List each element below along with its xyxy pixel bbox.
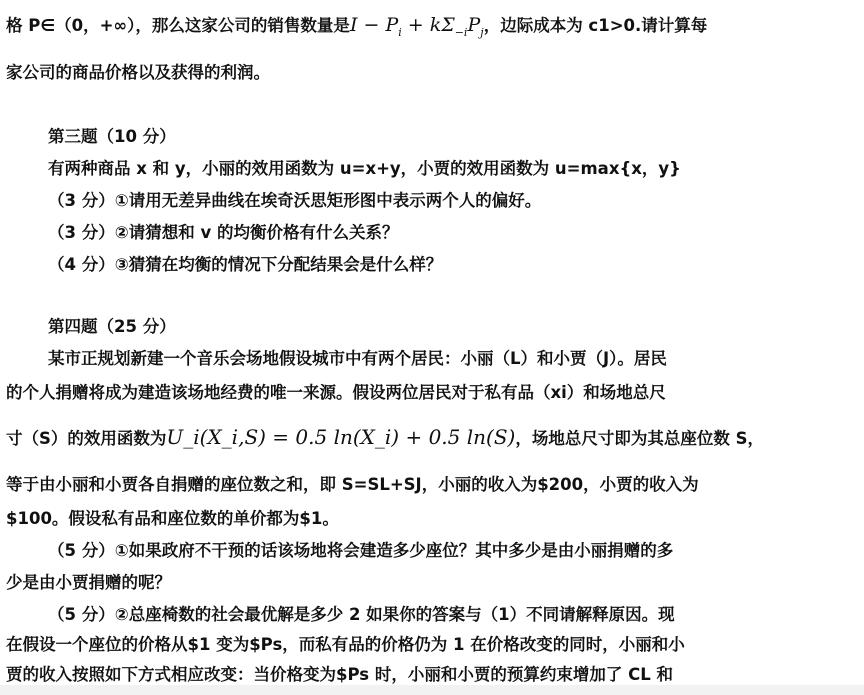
formula-sub: −i (454, 25, 468, 39)
text-line (6, 14, 707, 44)
text-line: 少是由小贾捐赠的呢？ (6, 573, 171, 592)
line-text: ，边际成本为 c1>0.请计算每 (483, 16, 708, 35)
formula-sub: i (398, 25, 402, 39)
question-4-title: 第四题（25 分） (48, 317, 176, 336)
utility-formula: U_i(X_i,S) = 0.5 ln(X_i) + 0.5 ln(S) (166, 425, 516, 449)
text-line (6, 426, 764, 450)
text-line: 在假设一个座位的价格从$1 变为$Ps，而私有品的价格仍为 1 在价格改变的同时，小丽和小 (6, 635, 685, 654)
formula-part: P (467, 14, 481, 36)
text-line: （5 分）①如果政府不干预的话该场地将会建造多少座位？其中多少是由小丽捐赠的多 (48, 541, 674, 560)
text-line: （5 分）②总座椅数的社会最优解是多少 2 如果你的答案与（1）不同请解释原因。现 (48, 605, 675, 624)
text-line: （3 分）②请猜想和 v 的均衡价格有什么关系？ (48, 223, 399, 242)
question-3-title: 第三题（10 分） (48, 127, 176, 146)
formula-part: I − P (349, 14, 399, 36)
text-line: （4 分）③猜猜在均衡的情况下分配结果会是什么样？ (48, 255, 443, 274)
line-text: 格 P∈（0，+∞），那么这家公司的销售数量是 (6, 16, 350, 35)
text-line: 的个人捐赠将成为建造该场地经费的唯一来源。假设两位居民对于私有品（xi）和场地总尺 (6, 383, 666, 402)
text-line: $100。假设私有品和座位数的单价都为$1。 (6, 509, 339, 528)
text-line: 家公司的商品价格以及获得的利润。 (6, 63, 270, 82)
line-text: 寸（S）的效用函数为 (6, 429, 167, 448)
line-text: ，场地总尺寸即为其总座位数 S， (515, 429, 764, 448)
sales-formula (349, 14, 484, 39)
page-bottom-edge (0, 685, 864, 695)
text-line: 等于由小丽和小贾各自捐赠的座位数之和，即 S=SL+SJ，小丽的收入为$200，小贾的收入为 (6, 475, 699, 494)
text-line: （3 分）①请用无差异曲线在埃奇沃思矩形图中表示两个人的偏好。 (48, 191, 542, 210)
text-line: 某市正规划新建一个音乐会场地假设城市中有两个居民：小丽（L）和小贾（J）。居民 (48, 349, 667, 368)
formula-sub: j (480, 25, 484, 39)
formula-part: + kΣ (401, 14, 455, 36)
text-line: 有两种商品 x 和 y，小丽的效用函数为 u=x+y，小贾的效用函数为 u=max{x，y} (48, 159, 681, 178)
text-line: 贾的收入按照如下方式相应改变：当价格变为$Ps 时，小丽和小贾的预算约束增加了 CL 和 (6, 665, 673, 684)
